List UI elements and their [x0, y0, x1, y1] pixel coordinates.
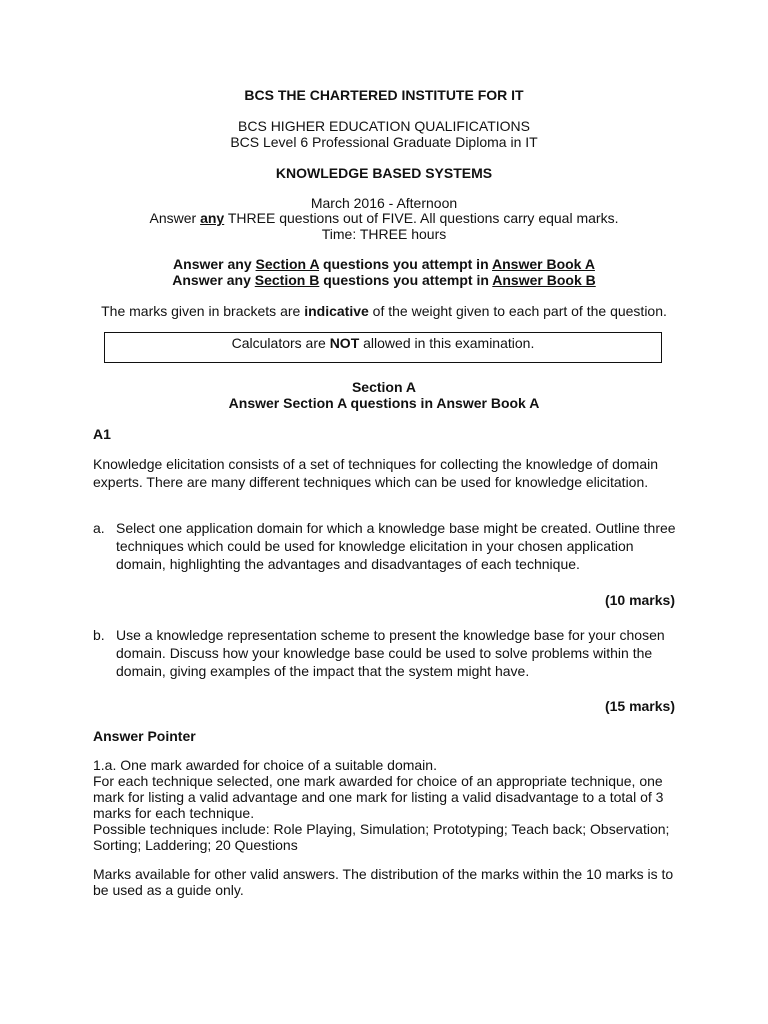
- answer-pointer-heading: Answer Pointer: [93, 728, 196, 744]
- calculator-note-pre: Calculators are: [231, 335, 330, 351]
- rule-b-pre: Answer any: [172, 272, 255, 288]
- marks-note-pre: The marks given in brackets are: [101, 303, 305, 319]
- part-b-text: Use a knowledge representation scheme to present the knowledge base for your chosen domain. Discuss how your knowledge base could be used to solve problems within the domain, giving examples of the impact that the system might have.: [116, 627, 665, 679]
- answer-pointer-line-1: 1.a. One mark awarded for choice of a suitable domain.: [93, 757, 437, 773]
- part-b-label: b.: [93, 627, 105, 643]
- calculator-notice-box: [104, 332, 662, 363]
- instruction-any: any: [200, 210, 225, 226]
- rule-a-book: Answer Book A: [492, 256, 595, 272]
- qualification-line-2: BCS Level 6 Professional Graduate Diploma in IT: [230, 134, 538, 150]
- rule-a-mid: questions you attempt in: [319, 256, 492, 272]
- marks-note-post: of the weight given to each part of the question.: [368, 303, 667, 319]
- instruction-pre: Answer: [149, 210, 201, 226]
- question-id: A1: [93, 426, 111, 442]
- question-part-b: [93, 626, 683, 680]
- answer-pointer-line-2: For each technique selected, one mark awarded for choice of an appropriate technique, one mark for listing a valid advantage and one mark for listing a valid disadvantage to a total of 3 marks for each technique.: [93, 773, 664, 821]
- section-title: Section A: [351, 379, 417, 395]
- subject-title: KNOWLEDGE BASED SYSTEMS: [275, 165, 493, 181]
- qualification-line-1: BCS HIGHER EDUCATION QUALIFICATIONS: [238, 118, 530, 134]
- section-subtitle: Answer Section A questions in Answer Book A: [228, 395, 540, 411]
- institute-title: BCS THE CHARTERED INSTITUTE FOR IT: [244, 87, 524, 103]
- answer-instruction: [0, 210, 768, 226]
- marks-note: [0, 303, 768, 319]
- question-part-a: [93, 519, 683, 573]
- rule-a-section: Section A: [255, 256, 320, 272]
- calculator-note-post: allowed in this examination.: [359, 335, 535, 351]
- rule-b-section: Section B: [254, 272, 320, 288]
- answer-rule-section-b: [0, 272, 768, 288]
- exam-session: March 2016 - Afternoon: [310, 195, 458, 211]
- exam-time: Time: THREE hours: [321, 226, 447, 242]
- marks-note-emph: indicative: [304, 303, 369, 319]
- answer-pointer-note: Marks available for other valid answers. The distribution of the marks within the 10 marks is to be used as a guide only.: [93, 866, 674, 898]
- part-a-label: a.: [93, 520, 105, 536]
- rule-b-mid: questions you attempt in: [319, 272, 493, 288]
- instruction-post: THREE questions out of FIVE. All questions carry equal marks.: [224, 210, 619, 226]
- rule-a-pre: Answer any: [173, 256, 256, 272]
- part-a-marks: (10 marks): [604, 592, 675, 608]
- question-intro: Knowledge elicitation consists of a set of techniques for collecting the knowledge of domain experts. There are many different techniques which can be used for knowledge elicitation.: [93, 456, 659, 490]
- calculator-note-emph: NOT: [329, 335, 360, 351]
- answer-rule-section-a: [0, 256, 768, 272]
- part-b-marks: (15 marks): [604, 698, 675, 714]
- part-a-text: Select one application domain for which a knowledge base might be created. Outline three techniques which could be used for knowledge elicitation in your chosen application domain, highlighting the advantages and disadvantages of each technique.: [116, 520, 676, 572]
- rule-b-book: Answer Book B: [492, 272, 596, 288]
- answer-pointer-line-3: Possible techniques include: Role Playing, Simulation; Prototyping; Teach back; Observation; Sorting; Laddering; 20 Questions: [93, 821, 670, 853]
